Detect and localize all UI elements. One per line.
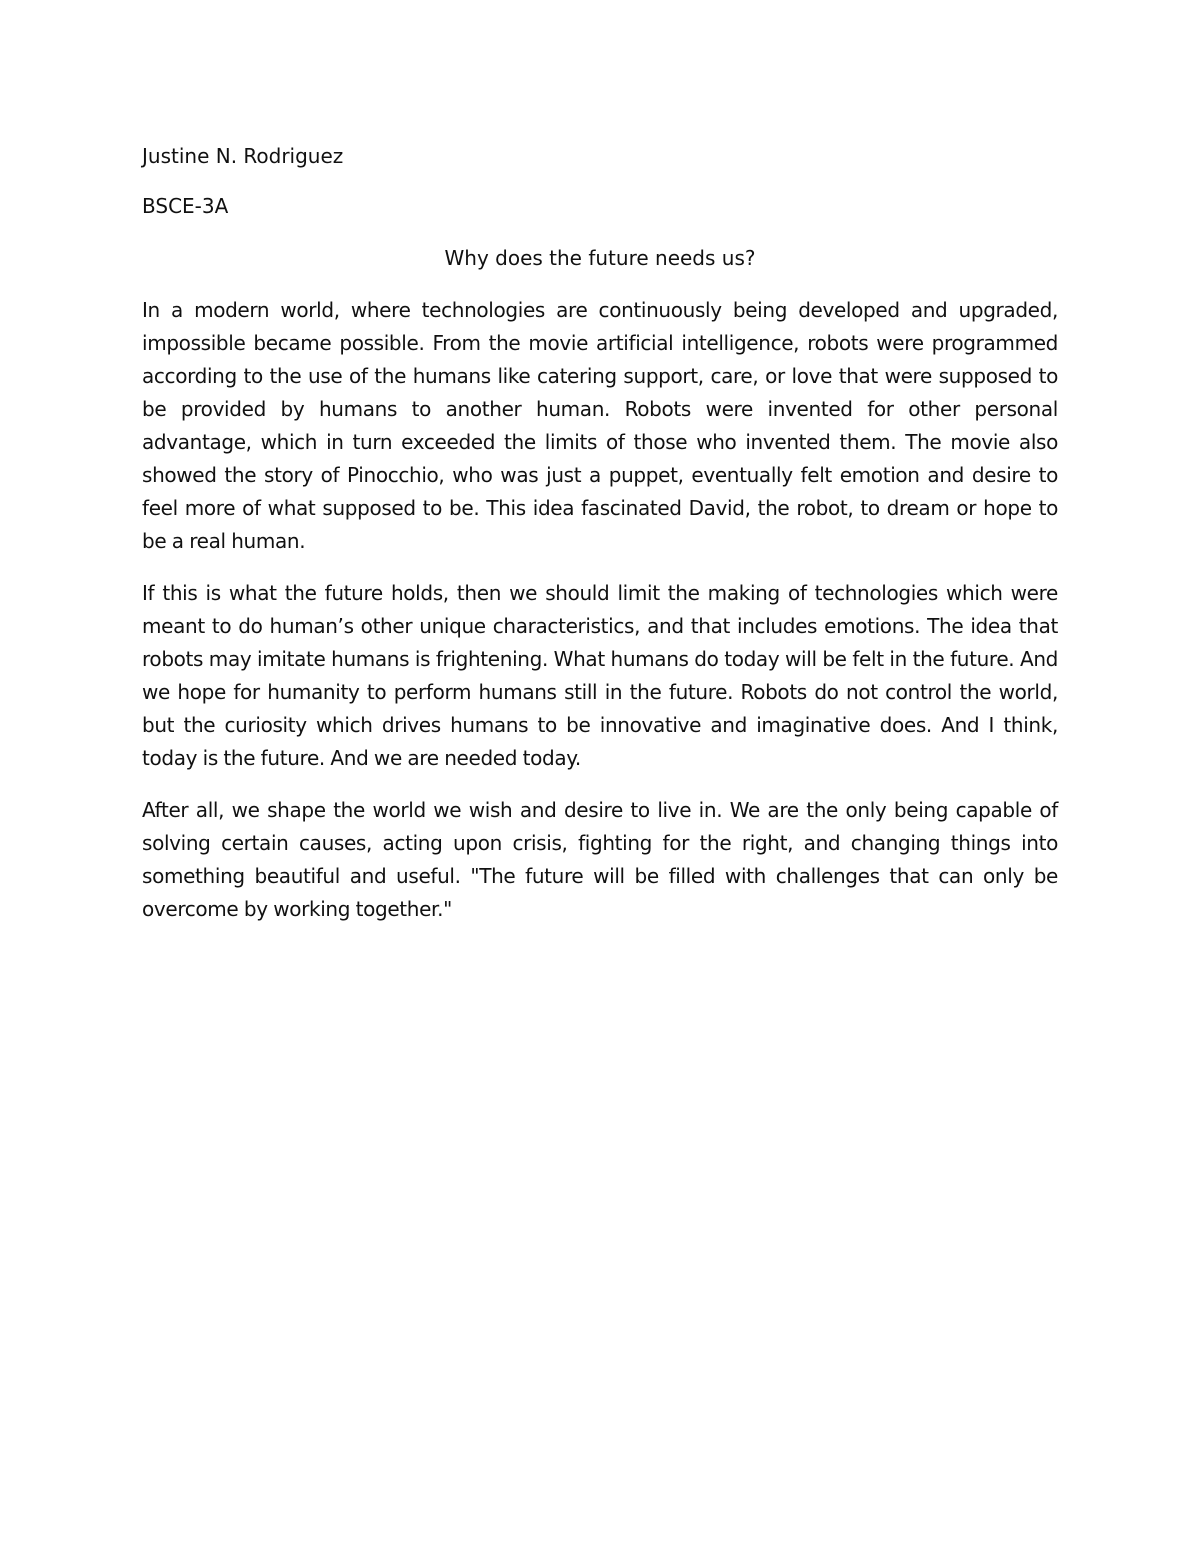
class-section: BSCE-3A xyxy=(142,194,229,218)
author-name: Justine N. Rodriguez xyxy=(142,144,344,168)
document-body xyxy=(142,140,1058,945)
paragraph-2: If this is what the future holds, then we should limit the making of technologies which were meant to do human’s other unique characteristics, and that includes emotions. The idea that robots may imitate humans is frightening. What humans do today will be felt in the future. And we hope for humanity to perform humans still in the future. Robots do not control the world, but the curiosity which drives humans to be innovative and imaginative does. And I think, today is the future. And we are needed today. xyxy=(142,581,1058,770)
paragraph-3: After all, we shape the world we wish and desire to live in. We are the only being capable of solving certain causes, acting upon crisis, fighting for the right, and changing things into something beautiful and useful. "The future will be filled with challenges that can only be overcome by working together." xyxy=(142,798,1058,921)
essay-title: Why does the future needs us? xyxy=(444,246,756,270)
paragraph-1: In a modern world, where technologies are continuously being developed and upgraded, impossible became possible. From the movie artificial intelligence, robots were programmed according to the use of the humans like catering support, care, or love that were supposed to be provided by humans to another human. Robots were invented for other personal advantage, which in turn exceeded the limits of those who invented them. The movie also showed the story of Pinocchio, who was just a puppet, eventually felt emotion and desire to feel more of what supposed to be. This idea fascinated David, the robot, to dream or hope to be a real human. xyxy=(142,298,1058,553)
